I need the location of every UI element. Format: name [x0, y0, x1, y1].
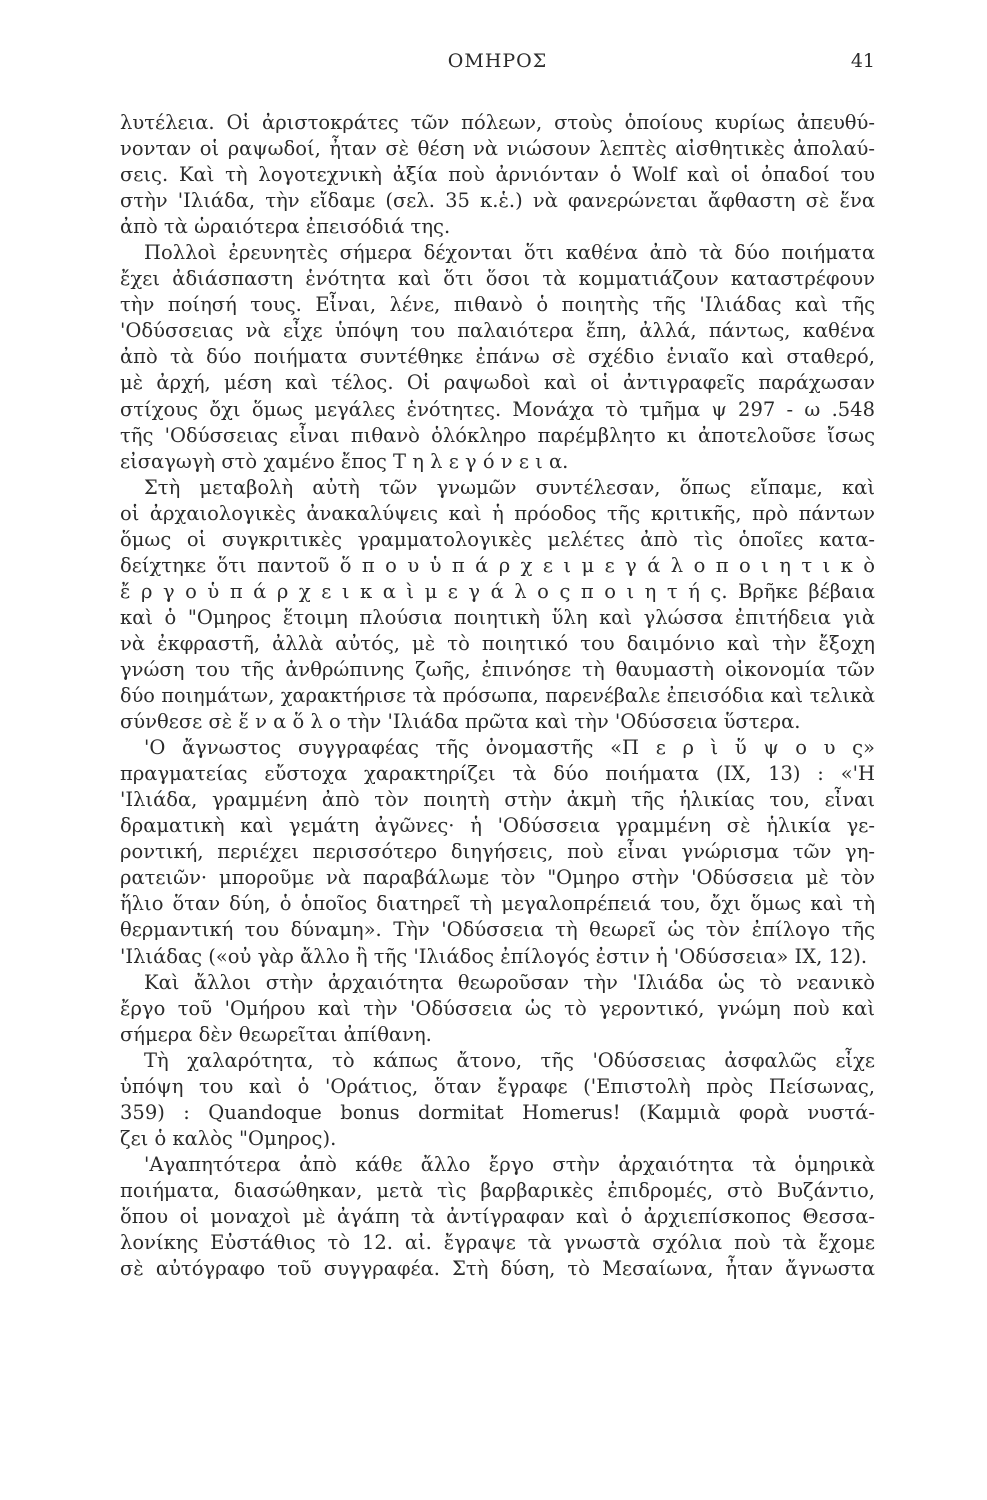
text-line: 'Αγαπητότερα ἀπὸ κάθε ἄλλο ἔργο στὴν ἀρχαιότητα τὰ ὁμηρικὰ [144, 1152, 875, 1176]
text-line: ρατειῶν· μποροῦμε νὰ παραβάλωμε τὸν "Ομηρο στὴν 'Οδύσσεια μὲ τὸν [120, 866, 875, 890]
text-line: ἀπὸ τὰ δύο ποιήματα συντέθηκε ἐπάνω σὲ σχέδιο ἑνιαῖο καὶ σταθερό, [120, 345, 875, 369]
text-line: γνώση του τῆς ἀνθρώπινης ζωῆς, ἐπινόησε τὴ θαυμαστὴ οἰκονομία τῶν [120, 657, 875, 681]
text-line: ἔ ρ γ ο ὑ π ά ρ χ ε ι κ α ὶ μ ε γ ά λ ο ς π ο ι η τ ή ς. Βρῆκε βέβαια [120, 579, 875, 603]
text-line: 'Ιλιάδα, γραμμένη ἀπὸ τὸν ποιητὴ στὴν ἀκμὴ τῆς ἡλικίας του, εἶναι [120, 788, 875, 812]
text-line: ποιήματα, διασώθηκαν, μετὰ τὶς βαρβαρικὲς ἐπιδρομές, στὸ Βυζάντιο, [120, 1178, 875, 1202]
text-line: νονταν οἱ ραψωδοί, ἦταν σὲ θέση νὰ νιώσουν λεπτὲς αἰσθητικὲς ἀπολαύ- [120, 137, 875, 161]
text-line: ὅμως οἱ συγκριτικὲς γραμματολογικὲς μελέτες ἀπὸ τὶς ὁποῖες κατα- [120, 527, 875, 551]
text-line: Στὴ μεταβολὴ αὐτὴ τῶν γνωμῶν συντέλεσαν, ὅπως εἴπαμε, καὶ [144, 475, 875, 499]
text-line: ὅπου οἱ μοναχοὶ μὲ ἀγάπη τὰ ἀντίγραφαν καὶ ὁ ἀρχιεπίσκοπος Θεσσα- [120, 1204, 875, 1228]
text-line: ἔργο τοῦ 'Ομήρου καὶ τὴν 'Οδύσσεια ὡς τὸ γεροντικό, γνώμη ποὺ καὶ [120, 996, 875, 1020]
text-line: ἀπὸ τὰ ὡραιότερα ἐπεισόδιά της. [120, 215, 451, 239]
text-line: σύνθεσε σὲ ἕ ν α ὅ λ ο τὴν 'Ιλιάδα πρῶτα καὶ τὴν 'Οδύσσεια ὕστερα. [120, 710, 801, 734]
text-line: ζει ὁ καλὸς "Ομηρος). [120, 1126, 337, 1150]
page-number: 41 [850, 50, 875, 72]
text-line: δραματικὴ καὶ γεμάτη ἀγῶνες· ἡ 'Οδύσσεια γραμμένη σὲ ἡλικία γε- [120, 814, 875, 838]
text-line: λυτέλεια. Οἱ ἀριστοκράτες τῶν πόλεων, στοὺς ὁποίους κυρίως ἀπευθύ- [120, 111, 875, 134]
text-line: λονίκης Εὐστάθιος τὸ 12. αἰ. ἔγραψε τὰ γνωστὰ σχόλια ποὺ τὰ ἔχομε [120, 1231, 875, 1255]
text-line: πραγματείας εὔστοχα χαρακτηρίζει τὰ δύο ποιήματα (ΙΧ, 13) : «'Η [120, 762, 875, 786]
text-line: σήμερα δὲν θεωρεῖται ἀπίθανη. [120, 1022, 432, 1046]
text-line: οἱ ἀρχαιολογικὲς ἀνακαλύψεις καὶ ἡ πρόοδος τῆς κριτικῆς, πρὸ πάντων [120, 501, 875, 525]
text-line: ροντική, περιέχει περισσότερο διηγήσεις, ποὺ εἶναι γνώρισμα τῶν γη- [120, 840, 875, 864]
text-line: δείχτηκε ὅτι παντοῦ ὅ π ο υ ὑ π ά ρ χ ε ι μ ε γ ά λ ο π ο ι η τ ι κ ὸ [120, 553, 875, 577]
text-line: καὶ ὁ "Ομηρος ἕτοιμη πλούσια ποιητικὴ ὕλη καὶ γλώσσα ἐπιτήδεια γιὰ [120, 605, 875, 629]
text-line: νὰ ἐκφραστῆ, ἀλλὰ αὐτός, μὲ τὸ ποιητικό του δαιμόνιο καὶ τὴν ἔξοχη [120, 631, 875, 655]
text-line: σεις. Καὶ τὴ λογοτεχνικὴ ἀξία ποὺ ἀρνιόνταν ὁ Wolf καὶ οἱ ὀπαδοί του [120, 163, 875, 187]
text-line: δύο ποιημάτων, χαρακτήρισε τὰ πρόσωπα, παρενέβαλε ἐπεισόδια καὶ τελικὰ [120, 684, 875, 708]
text-line: 'Ιλιάδας («οὐ γὰρ ἄλλο ἢ τῆς 'Ιλιάδος ἐπίλογός ἐστιν ἡ 'Οδύσσεια» ΙΧ, 12). [120, 944, 868, 968]
text-line: μὲ ἀρχή, μέση καὶ τέλος. Οἱ ραψωδοὶ καὶ οἱ ἀντιγραφεῖς παράχωσαν [120, 371, 875, 395]
running-title: ΟΜΗΡΟΣ [447, 50, 548, 72]
body-text [120, 110, 875, 1282]
text-line: θερμαντική του δύναμη». Τὴν 'Οδύσσεια τὴ θεωρεῖ ὡς τὸν ἐπίλογο τῆς [120, 918, 875, 942]
text-line: ὑπόψη του καὶ ὁ 'Οράτιος, ὅταν ἔγραφε ('Επιστολὴ πρὸς Πείσωνας, [120, 1074, 875, 1098]
text-line: Καὶ ἄλλοι στὴν ἀρχαιότητα θεωροῦσαν τὴν 'Ιλιάδα ὡς τὸ νεανικὸ [144, 970, 875, 994]
text-line: τῆς 'Οδύσσειας εἶναι πιθανὸ ὁλόκληρο παρέμβλητο κι ἀποτελοῦσε ἴσως [120, 423, 875, 447]
text-line: 359) : Quandoque bonus dormitat Homerus! (Καμμιὰ φορὰ νυστά- [120, 1100, 875, 1124]
text-line: στὴν 'Ιλιάδα, τὴν εἴδαμε (σελ. 35 κ.ἑ.) νὰ φανερώνεται ἄφθαστη σὲ ἕνα [120, 189, 875, 213]
text-line: 'Οδύσσειας νὰ εἶχε ὑπόψη του παλαιότερα ἔπη, ἀλλά, πάντως, καθένα [120, 319, 875, 343]
text-line: εἰσαγωγὴ στὸ χαμένο ἔπος Τ η λ ε γ ό ν ε ι α. [120, 449, 569, 473]
text-line: σὲ αὐτόγραφο τοῦ συγγραφέα. Στὴ δύση, τὸ Μεσαίωνα, ἦταν ἄγνωστα [120, 1257, 875, 1281]
text-line: στίχους ὄχι ὅμως μεγάλες ἑνότητες. Μονάχα τὸ τμῆμα ψ 297 - ω .548 [120, 397, 875, 421]
text-line: ἥλιο ὅταν δύη, ὁ ὁποῖος διατηρεῖ τὴ μεγαλοπρέπειά του, ὄχι ὅμως καὶ τὴ [120, 892, 875, 916]
text-line: ἔχει ἀδιάσπαστη ἑνότητα καὶ ὅτι ὅσοι τὰ κομματιάζουν καταστρέφουν [120, 267, 875, 291]
running-head [120, 50, 875, 80]
text-line: 'Ο ἄγνωστος συγγραφέας τῆς ὀνομαστῆς «Π ε ρ ὶ ὕ ψ ο υ ς» [144, 736, 875, 760]
text-line: Τὴ χαλαρότητα, τὸ κάπως ἄτονο, τῆς 'Οδύσσειας ἀσφαλῶς εἶχε [144, 1048, 875, 1072]
text-line: Πολλοὶ ἐρευνητὲς σήμερα δέχονται ὅτι καθένα ἀπὸ τὰ δύο ποιήματα [144, 241, 875, 265]
text-line: τὴν ποίησή τους. Εἶναι, λένε, πιθανὸ ὁ ποιητὴς τῆς 'Ιλιάδας καὶ τῆς [120, 293, 875, 317]
